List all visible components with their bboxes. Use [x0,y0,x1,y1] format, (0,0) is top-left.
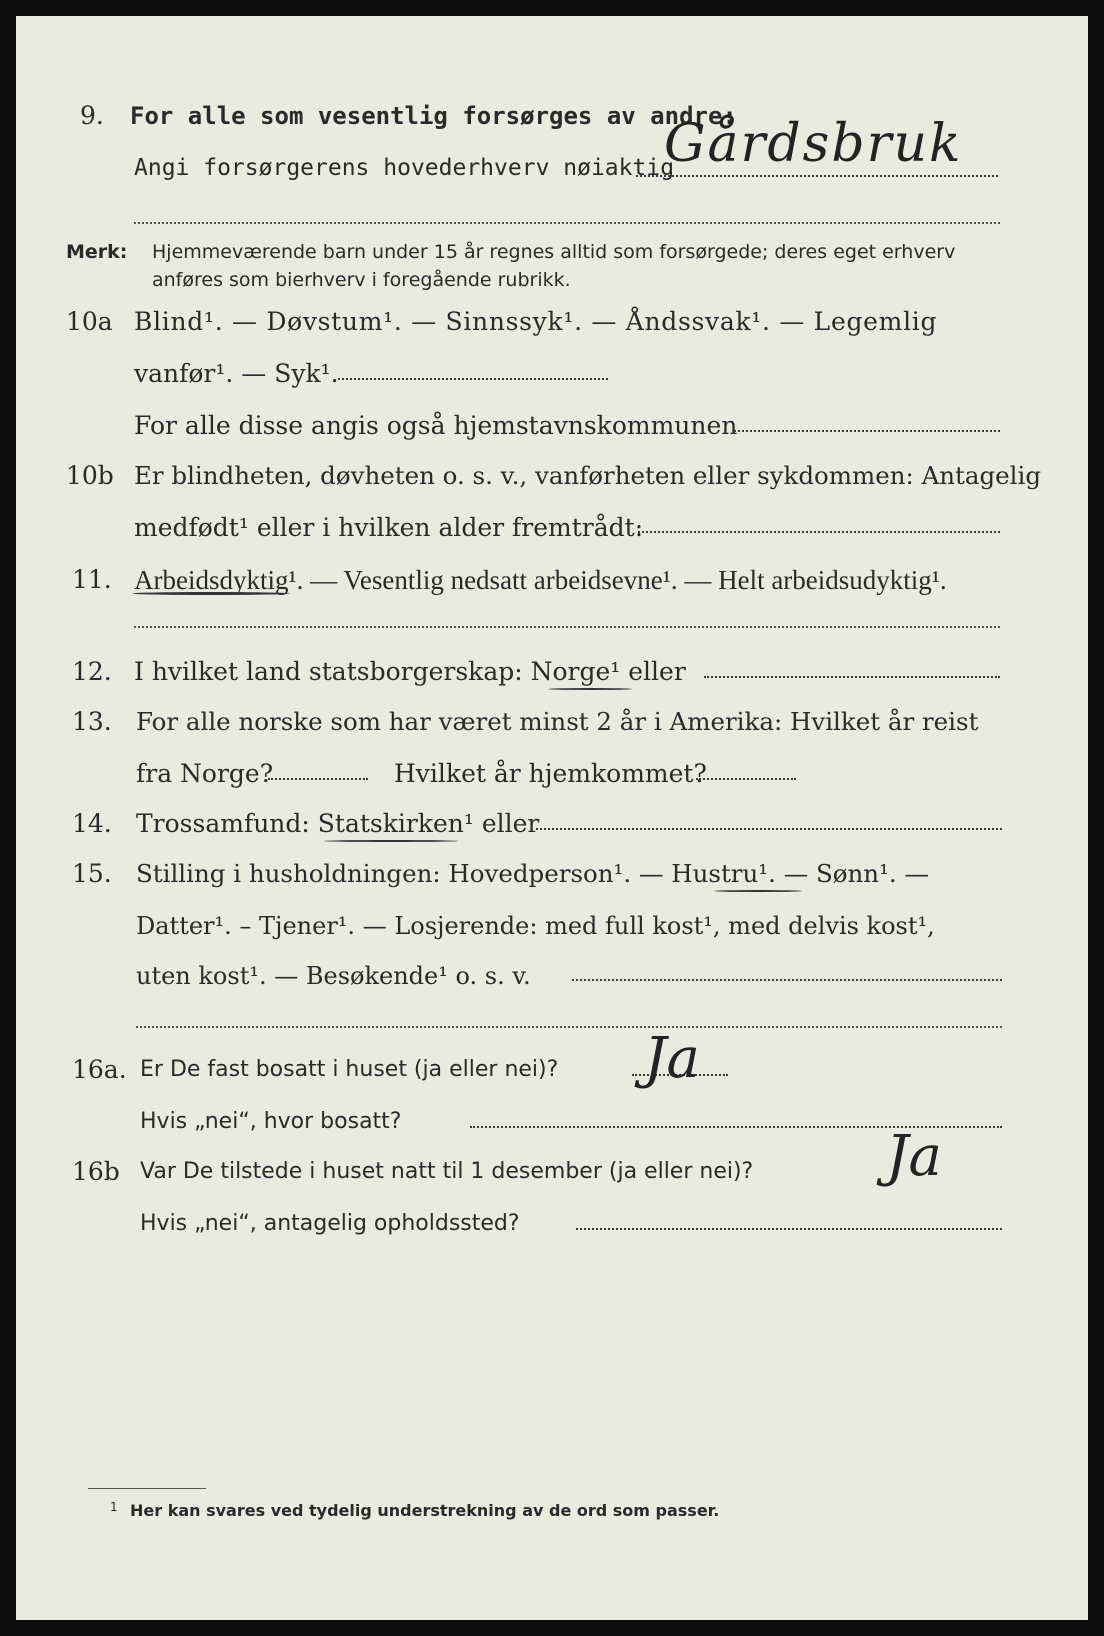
q12-question: I hvilket land statsborgerskap: Norge¹ eller [134,657,686,686]
separator-rule [134,222,1000,224]
q9-question: For alle som vesentlig forsørges av andre: [130,102,737,130]
q15-options-2: Datter¹. – Tjener¹. — Losjerende: med full kost¹, med delvis kost¹, [136,912,935,940]
q16a-question: Er De fast bosatt i huset (ja eller nei)? [140,1057,559,1082]
q10a-options-2: vanfør¹. — Syk¹. [134,359,339,388]
q16b-opholdssted-label: Hvis „nei“, antagelig opholdssted? [140,1211,520,1236]
separator-rule-2 [134,626,1000,628]
q13-hjemkommet-label: Hvilket år hjemkommet? [394,759,707,788]
separator-rule-3 [136,1026,1002,1028]
q15-number: 15. [72,859,112,888]
merk-label: Merk: [66,241,128,263]
q9-subquestion: Angi forsørgerens hovederhverv nøiaktig [134,155,675,181]
footnote-mark: 1 [110,1500,118,1514]
q15-underline-hustru [714,890,802,892]
q9-number: 9. [80,101,104,130]
q15-answer-line [572,979,1002,981]
q16a-handwritten-answer: Ja [644,1026,700,1091]
q13-reist-line [268,778,368,780]
q15-options-3: uten kost¹. — Besøkende¹ o. s. v. [136,962,531,990]
q10b-question: Er blindheten, døvheten o. s. v., vanførheten eller sykdommen: Antagelig [134,461,1042,490]
q16b-number: 16b [72,1157,120,1186]
footnote-rule [88,1488,206,1489]
q10b-answer-line [638,531,1000,533]
q13-question: For alle norske som har været minst 2 år i Amerika: Hvilket år reist [136,707,979,736]
q11-options: Arbeidsdyktig¹. — Vesentlig nedsatt arbeidsevne¹. — Helt arbeidsudyktig¹. [134,565,947,595]
q10a-hjemstavn-line [734,430,1000,432]
q16b-handwritten-answer: Ja [886,1124,942,1189]
q12-answer-line [704,676,1000,678]
q11-number: 11. [72,565,112,594]
q14-number: 14. [72,809,112,838]
q9-handwritten-answer: Gårdsbruk [664,114,963,174]
q16a-bosatt-label: Hvis „nei“, hvor bosatt? [140,1109,402,1134]
q10a-number: 10a [66,307,113,336]
census-form-sheet [16,16,1088,1620]
q12-number: 12. [72,657,112,686]
q16a-number: 16a. [72,1055,127,1084]
q15-options-1: Stilling i husholdningen: Hovedperson¹. — Hustru¹. — Sønn¹. — [136,859,929,888]
q9-answer-line [636,175,998,177]
q10b-question-2: medfødt¹ eller i hvilken alder fremtrådt: [134,513,644,542]
merk-text-1: Hjemmeværende barn under 15 år regnes alltid som forsørgede; deres eget erhverv [152,241,956,263]
q13-hjemkommet-line [696,778,796,780]
q14-question: Trossamfund: Statskirken¹ eller [136,809,540,838]
merk-text-2: anføres som bierhverv i foregående rubrikk. [152,269,571,291]
q10a-options: Blind¹. — Døvstum¹. — Sinnssyk¹. — Åndssvak¹. — Legemlig [134,307,938,336]
q10b-number: 10b [66,461,114,490]
q10a-hjemstavn: For alle disse angis også hjemstavnskommunen [134,411,738,440]
q13-reist-label: fra Norge? [136,759,274,788]
q11-underline-arbeidsdyktig [132,592,290,595]
footnote-text: Her kan svares ved tydelig understrekning av de ord som passer. [130,1501,720,1520]
q12-underline-norge [548,688,632,690]
q10a-syk-line [338,378,608,380]
q14-underline-statskirken [324,840,458,842]
q13-number: 13. [72,707,112,736]
q16b-question: Var De tilstede i huset natt til 1 desember (ja eller nei)? [140,1159,754,1184]
q14-answer-line [536,828,1002,830]
q16b-opholdssted-line [576,1228,1002,1230]
